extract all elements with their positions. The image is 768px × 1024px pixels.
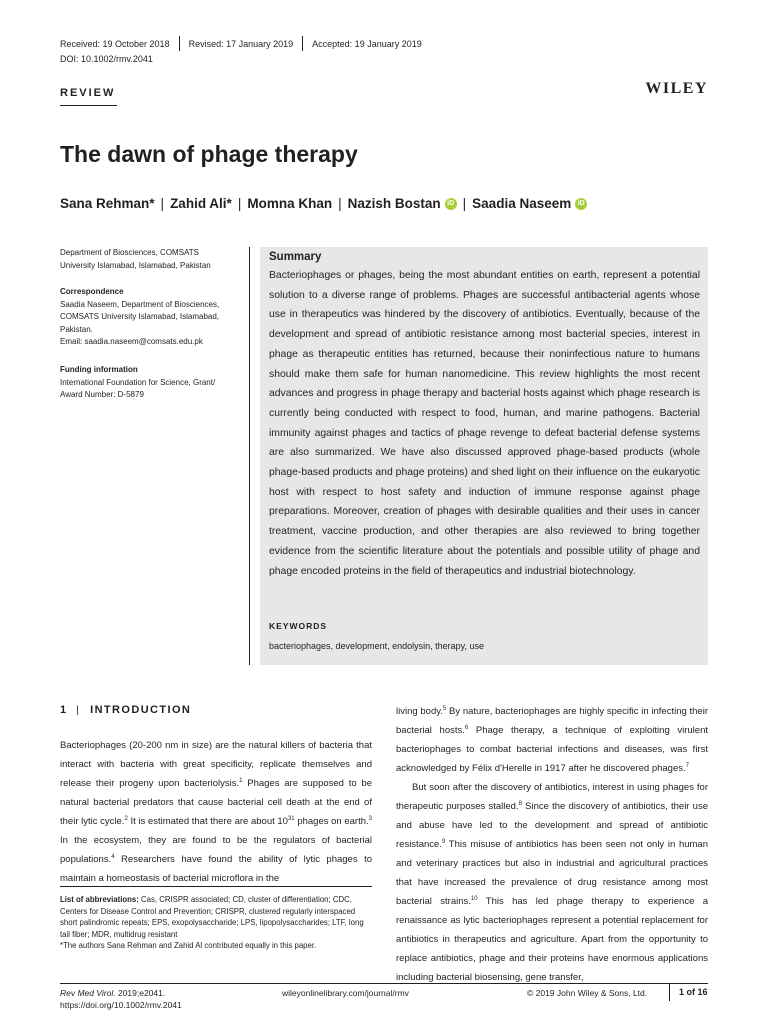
author-name[interactable]: Saadia Naseem xyxy=(472,196,572,211)
footer-rule xyxy=(60,983,708,984)
journal-website-link[interactable]: wileyonlinelibrary.com/journal/rmv xyxy=(282,988,409,998)
author-name[interactable]: Nazish Bostan xyxy=(347,196,441,211)
section-number: 1 xyxy=(60,704,67,716)
journal-name: Rev Med Virol. xyxy=(60,988,116,998)
citation-ref[interactable]: 8 xyxy=(518,800,522,807)
article-doi: DOI: 10.1002/rmv.2041 xyxy=(60,54,153,64)
summary-text: Bacteriophages or phages, being the most abundant entities on earth, represent a potential solution to a diverse range of problems. Phages are successful antibacterial agents whose use in therapeutics was hindered by the discovery of antibiotics. Eventually, because of the development and spread of antibiotic resistance among most bacterial species, interest in phage as therapeutic entities has returned, because their noninfectious nature to humans should make them safe for human nanomedicine. This review highlights the most recent advances and progress in phage therapy and bacterial hosts against which phage research is currently being conducted with respect to food, human, and marine pathogens. Bacterial immunity against phages and tactics of phage revenge to defeat bacterial defense systems are also summarized. We have also discussed approved phage-based products (whole phage-based products and phage proteins) and shed light on their influence on the eukaryotic host with respect to host safety and induction of immune response against phage preparations. Moreover, creation of phages with desirable qualities and their uses in cancer treatment, vaccine production, and other therapies are also reviewed to bring together evidence from the scientific literature about the potentials and possible utility of phage and phage encoded proteins in the field of therapeutics and industrial biotechnology. xyxy=(269,270,700,577)
article-title: The dawn of phage therapy xyxy=(60,141,358,167)
accepted-date: Accepted: 19 January 2019 xyxy=(312,38,422,49)
footnotes xyxy=(60,894,372,952)
citation-ref[interactable]: 1 xyxy=(239,777,243,784)
citation-ref[interactable]: 10 xyxy=(470,895,478,902)
column-divider xyxy=(249,247,250,665)
footer-citation: Rev Med Virol. 2019;e2041. https://doi.org/10.1002/rmv.2041 xyxy=(60,988,182,1010)
citation-ref[interactable]: 7 xyxy=(685,762,689,769)
abbreviations-note: List of abbreviations: Cas, CRISPR associated; CD, cluster of differentiation; CDC, Centers for Disease Control and Prevention; CRISPR, clustered regularly interspaced short palindromic repeats; EPS, exopolysaccharide; LPS, lipopolysaccharides; LTF, long tail fiber; MDR, multidrug resistant xyxy=(60,895,364,939)
section-label: REVIEW xyxy=(60,87,116,99)
citation-ref[interactable]: 9 xyxy=(441,838,446,845)
body-paragraph: living body.$^5$ By nature, bacteriophages are highly specific in infecting their bacterial hosts.$^6$ Phage therapy, a technique of exploiting virulent bacteriophages to combat bacterial infections and diseases, was first acknowledged by Félix d'Herelle in 1917 after he discovered phages.$^7$ xyxy=(396,705,708,774)
author-separator: | xyxy=(462,196,467,211)
orcid-icon[interactable]: iD xyxy=(445,198,457,210)
keywords-list: bacteriophages, development, endolysin, therapy, use xyxy=(269,641,484,651)
funding-information: Funding information International Foundation for Science, Grant/ Award Number: D-5879 xyxy=(60,364,240,402)
citation-ref[interactable]: 2 xyxy=(124,815,128,822)
body-column-left xyxy=(60,736,372,888)
author-name[interactable]: Sana Rehman* xyxy=(60,196,155,211)
citation-ref[interactable]: 6 xyxy=(464,724,469,731)
footnote-rule xyxy=(60,886,372,887)
equal-contribution-note: *The authors Sana Rehman and Zahid Al contributed equally in this paper. xyxy=(60,941,317,950)
body-column-right xyxy=(396,702,708,987)
page-number: 1 of 16 xyxy=(679,987,708,997)
date-divider xyxy=(302,36,303,51)
copyright: © 2019 John Wiley & Sons, Ltd. xyxy=(527,988,648,998)
history-dates xyxy=(60,36,422,51)
author-separator: | xyxy=(160,196,165,211)
correspondence: Correspondence Saadia Naseem, Department of Biosciences, COMSATS University Islamabad, Islamabad, Pakistan. Email: saadia.naseem@comsats.edu.pk xyxy=(60,286,240,349)
section-label-underline xyxy=(60,105,117,106)
section-title: INTRODUCTION xyxy=(90,704,192,716)
publisher-logo: WILEY xyxy=(645,80,708,97)
author-name[interactable]: Zahid Ali* xyxy=(170,196,232,211)
summary-heading: Summary xyxy=(269,251,322,263)
citation-ref[interactable]: 3 xyxy=(368,815,373,822)
body-paragraph: But soon after the discovery of antibiotics, interest in using phages for therapeutic purposes stalled.$^8$ Since the discovery of antibiotics, their use and abuse have led to the development and spread of antibiotic resistance.$^9$ This misuse of antibiotics has been seen not only in human and veterinary practices but also in industrial and agricultural practices that have increased the prevalence of drug resistance among most bacterial strains.$^{10}$ This has led phage therapy to experience a renaissance as lytic bacteriophages represent a potential replacement for antibiotics in therapeutics and agriculture. Apart from the opportunity to replace antibiotics, phage and their proteins have enormous applications including bacterial biosensing, gene transfer, xyxy=(396,782,708,983)
footer-divider xyxy=(669,984,670,1001)
correspondence-heading: Correspondence xyxy=(60,287,124,296)
affiliation: Department of Biosciences, COMSATS University Islamabad, Islamabad, Pakistan xyxy=(60,248,211,270)
received-date: Received: 19 October 2018 xyxy=(60,38,170,49)
summary-box xyxy=(260,247,708,665)
exponent: 31 xyxy=(287,815,295,822)
section-separator: | xyxy=(76,704,81,716)
doi-link[interactable]: https://doi.org/10.1002/rmv.2041 xyxy=(60,999,182,1010)
revised-date: Revised: 17 January 2019 xyxy=(188,38,294,49)
funding-heading: Funding information xyxy=(60,365,138,374)
body-paragraph: Bacteriophages (20-200 nm in size) are the natural killers of bacteria that interact with bacteria with great specificity, replicate themselves and release their progeny upon bacteriolysis.$^1$ Phages are supposed to be natural bacterial predators that cause bacterial cell death at the end of their lytic cycle.$^2$ It is estimated that there are about $10^{31}$ phages on earth.$^3$ In the ecosystem, they are found to be the regulators of bacterial populations.$^4$ Researchers have found the ability of lytic phages to maintain a homeostasis of bacterial microflora in the xyxy=(60,740,373,884)
citation-ref[interactable]: 5 xyxy=(442,705,447,712)
date-divider xyxy=(179,36,180,51)
author-list xyxy=(60,196,587,211)
introduction-heading xyxy=(60,704,191,716)
correspondence-email[interactable]: Email: saadia.naseem@comsats.edu.pk xyxy=(60,337,203,346)
citation-ref[interactable]: 4 xyxy=(111,853,115,860)
keywords-heading: KEYWORDS xyxy=(269,621,328,631)
author-separator: | xyxy=(237,196,242,211)
author-separator: | xyxy=(338,196,342,211)
orcid-icon[interactable]: iD xyxy=(575,198,587,210)
author-name[interactable]: Momna Khan xyxy=(247,196,333,211)
